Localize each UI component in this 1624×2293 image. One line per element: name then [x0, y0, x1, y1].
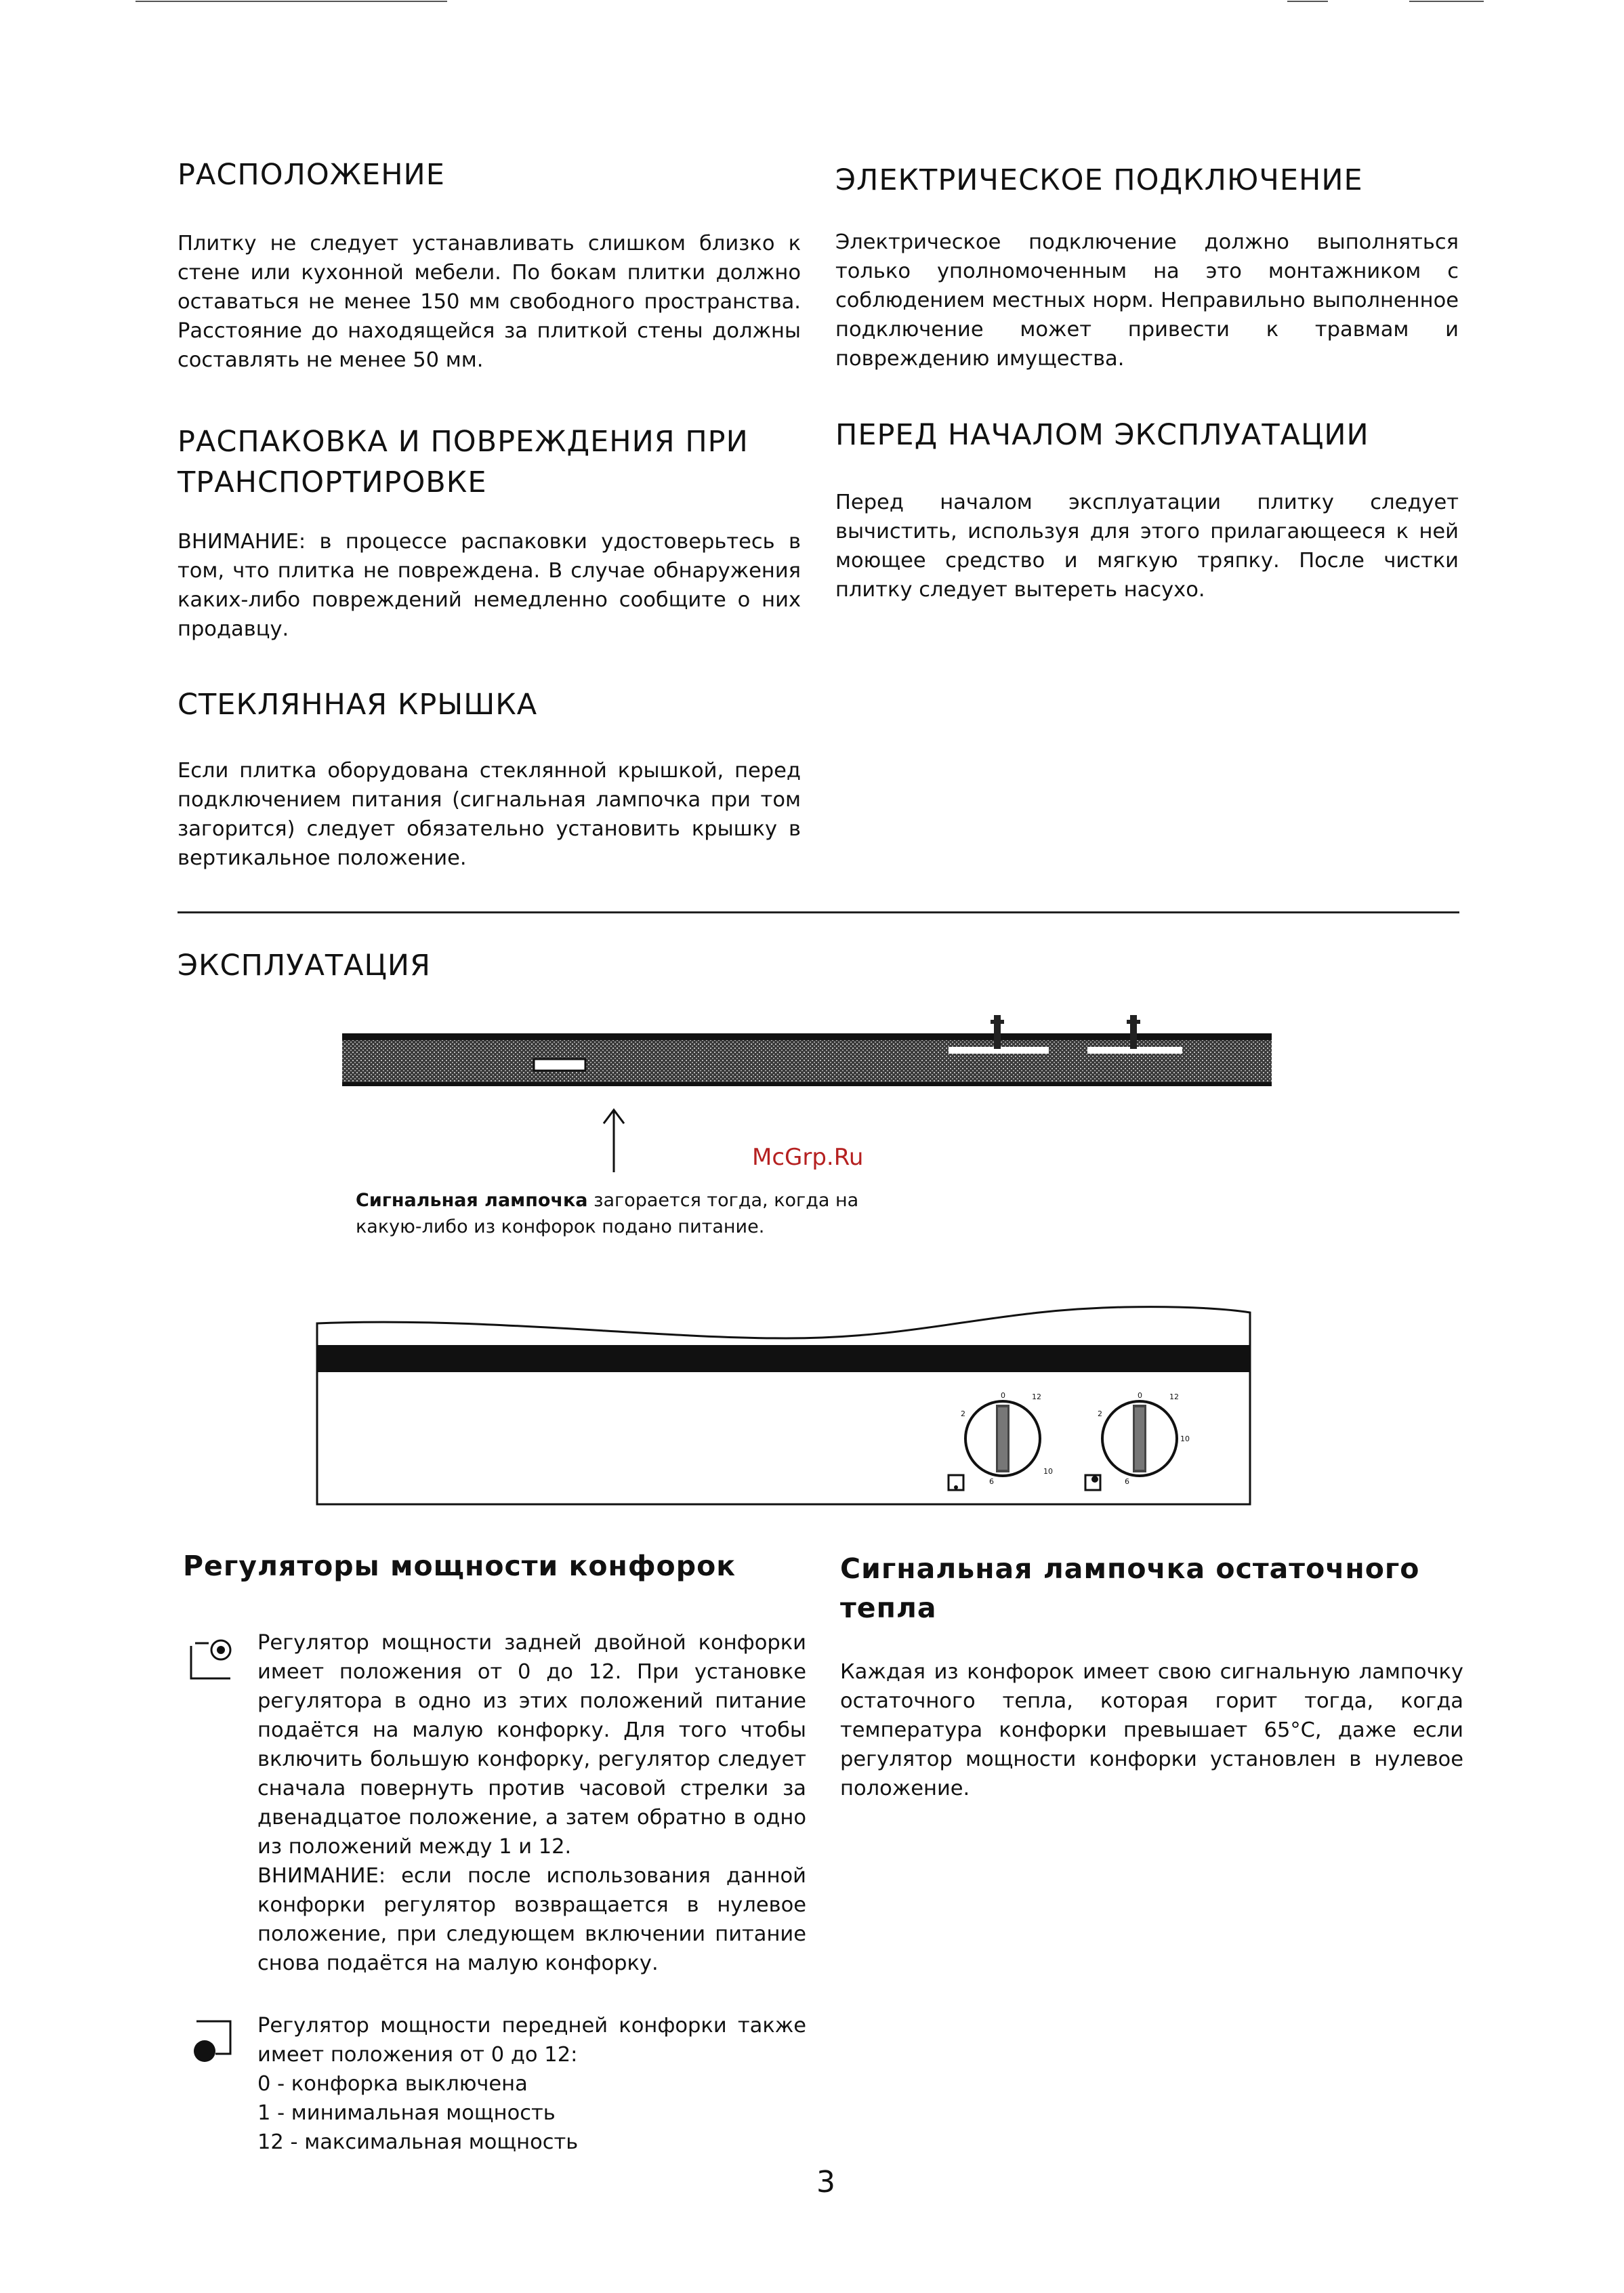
svg-text:0: 0: [1138, 1391, 1142, 1400]
section-divider: [178, 911, 1459, 913]
heading-residual-heat: Сигнальная лампочка остаточного тепла: [840, 1552, 1420, 1624]
paragraph-rear-warning: ВНИМАНИЕ: если после использования данной конфорки регулятор возвращается в нулевое положение, при следующем включении питание снова подаётся на малую конфорку.: [257, 1864, 806, 1975]
section-glass-lid: [178, 684, 801, 873]
front-list-item: 0 - конфорка выключена: [257, 2072, 528, 2096]
svg-text:12: 12: [1032, 1392, 1041, 1401]
section-regulators: [183, 1546, 833, 1586]
caption-bold: Сигнальная лампочка: [356, 1190, 588, 1211]
caption-rest: загорается тогда, когда на какую-либо из конфорок подано питание.: [356, 1190, 859, 1237]
paragraph-residual-heat: Каждая из конфорок имеет свою сигнальную лампочку остаточного тепла, которая горит тогда, когда температура конфорки превышает 65°C, даже если регулятор мощности конфорки установлен в нулевое положение.: [840, 1660, 1463, 1800]
front-list-item: 12 - максимальная мощность: [257, 2130, 579, 2154]
section-electrical: [835, 160, 1459, 373]
paragraph-location: Плитку не следует устанавливать слишком близко к стене или кухонной мебели. По бокам плитки должно оставаться не менее 150 мм свободного пространства. Расстояние до находящейся за плиткой стены должны составлять не менее 50 мм.: [178, 232, 801, 372]
indicator-lamp-window: [534, 1059, 585, 1071]
svg-text:10: 10: [1180, 1434, 1190, 1443]
heading-before-use: ПЕРЕД НАЧАЛОМ ЭКСПЛУАТАЦИИ: [835, 418, 1369, 452]
section-location: [178, 154, 801, 375]
paragraph-electrical: Электрическое подключение должно выполняться только уполномоченным на это монтажником с соблюдением местных норм. Неправильно выполненное подключение может привести к травмам и повреждению имущества.: [835, 230, 1459, 371]
front-burner-icon: [188, 2016, 237, 2065]
front-regulator-text: [257, 2011, 806, 2157]
paragraph-rear-regulator: Регулятор мощности задней двойной конфорки имеет положения от 0 до 12. При установке регулятора в одно из этих положений питание подаётся на малую конфорку. Для того чтобы включить большую конфорку, регулятор следует сначала повернуть против часовой стрелки за двенадцатое положение, а затем обратно в одно из положений между 1 и 12.: [257, 1631, 806, 1859]
svg-text:2: 2: [1098, 1409, 1102, 1418]
heading-electrical: ЭЛЕКТРИЧЕСКОЕ ПОДКЛЮЧЕНИЕ: [835, 163, 1363, 197]
svg-text:6: 6: [989, 1477, 994, 1486]
paragraph-unpacking: ВНИМАНИЕ: в процессе распаковки удостоверьтесь в том, что плитка не повреждена. В случае обнаружения каких-либо повреждений немедленно сообщите о них продавцу.: [178, 530, 801, 641]
control-panel-diagram: [312, 1298, 1260, 1514]
page-number: 3: [816, 2165, 835, 2199]
rear-regulator-text: [257, 1628, 806, 1978]
section-residual-heat: [840, 1549, 1463, 1803]
watermark: McGrp.Ru: [752, 1144, 864, 1171]
front-list-item: 1 - минимальная мощность: [257, 2101, 556, 2125]
paragraph-glass-lid: Если плитка оборудована стеклянной крышкой, перед подключением питания (сигнальная лампочка при том загорится) следует обязательно установить крышку в вертикальное положение.: [178, 759, 801, 870]
paragraph-before-use: Перед началом эксплуатации плитку следует вычистить, используя для этого прилагающееся к ней моющее средство и мягкую тряпку. После чистки плитку следует вытереть насухо.: [835, 491, 1459, 602]
svg-text:6: 6: [1125, 1477, 1129, 1486]
heading-location: РАСПОЛОЖЕНИЕ: [178, 158, 445, 192]
paragraph-front-regulator: Регулятор мощности передней конфорки также имеет положения от 0 до 12:: [257, 2014, 806, 2067]
svg-text:12: 12: [1169, 1392, 1179, 1401]
svg-text:2: 2: [961, 1409, 965, 1418]
section-unpacking: [178, 421, 801, 644]
rear-double-burner-icon: [188, 1636, 237, 1685]
heading-regulators: Регуляторы мощности конфорок: [183, 1550, 736, 1582]
svg-text:0: 0: [1001, 1391, 1005, 1400]
caption-indicator: [356, 1187, 918, 1240]
heading-operation: ЭКСПЛУАТАЦИЯ: [178, 949, 431, 983]
heading-unpacking: РАСПАКОВКА И ПОВРЕЖДЕНИЯ ПРИ ТРАНСПОРТИРОВКЕ: [178, 425, 749, 499]
heading-glass-lid: СТЕКЛЯННАЯ КРЫШКА: [178, 688, 538, 722]
scan-top-marks: [0, 0, 1624, 14]
section-before-use: [835, 415, 1459, 604]
section-operation: [178, 945, 431, 986]
svg-text:10: 10: [1043, 1467, 1053, 1476]
